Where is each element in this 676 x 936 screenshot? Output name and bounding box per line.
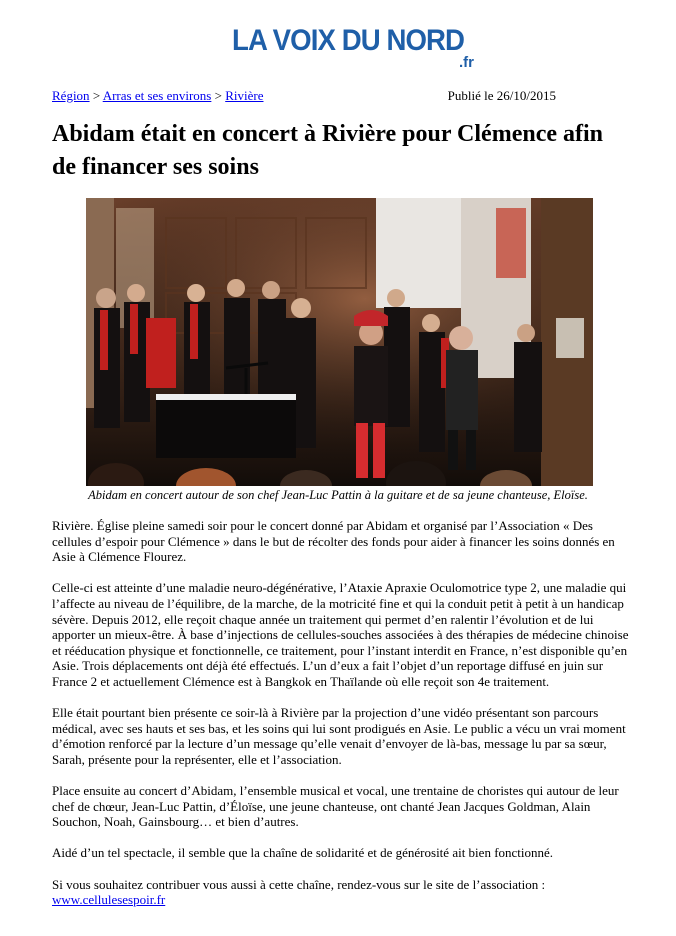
photo-caption: Abidam en concert autour de son chef Jean-Luc Pattin à la guitare et de sa jeune chanteuse, Eloïse. [88,488,588,502]
closing-text: Si vous souhaitez contribuer vous aussi à cette chaîne, rendez-vous sur le site de l’association : [52,876,546,892]
paragraph: Aidé d’un tel spectacle, il semble que la chaîne de solidarité et de générosité ait bien fonctionné. [52,845,554,861]
article-body [52,518,632,923]
paragraph: Rivière. Église pleine samedi soir pour le concert donné par Abidam et organisé par l’Association « Des cellules d’espoir pour Clémence » dans le but de récolter des fonds pour aider à financer les soins donnés en Asie à Clémence Flourez. [52,518,615,565]
publish-date: Publié le 26/10/2015 [447,88,556,103]
breadcrumb-separator: > [92,88,101,103]
breadcrumb-link-arras[interactable]: Arras et ses environs [102,88,212,103]
site-logo-extension: .fr [459,54,474,71]
concert-photo-illustration [86,198,593,486]
breadcrumb-link-region[interactable]: Région [52,88,90,103]
paragraph: Place ensuite au concert d’Abidam, l’ensemble musical et vocal, une trentaine de choristes qui autour de leur chef de chœur, Jean-Luc Pattin, d’Éloïse, une jeune chanteuse, ont chanté Jean Jacques Goldman, Alain Souchon, Noah, Gainsbourg… et bien d’autres. [52,783,619,830]
breadcrumb-separator: > [214,88,222,103]
article-headline: Abidam était en concert à Rivière pour Clémence afin de financer ses soins [52,121,604,180]
closing-paragraph [52,877,632,908]
paragraph: Elle était pourtant bien présente ce soir-là à Rivière par la projection d’une vidéo présentant son parcours médical, avec ses hauts et ses bas, et les soins qui lui sont prodigués en Asie. Le public a vécu un vrai moment d’émotion renforcé par la lecture d’un message qu’elle venait d’envoyer de là-bas, message lu par sa sœur, Sarah, présente pour la représenter, elle et l’association. [52,705,626,767]
breadcrumb [52,88,263,103]
article-photo [86,198,593,486]
site-logo[interactable]: LA VOIX DU NORD [232,24,465,57]
paragraph: Celle-ci est atteinte d’une maladie neuro-dégénérative, l’Ataxie Apraxie Oculomotrice type 2, une maladie qui l’affecte au niveau de l’équilibre, de la marche, de la motricité fine et qui la conduit petit à petit à un handicap sévère. Depuis 2012, elle reçoit chaque année un traitement qui permet d’en ralentir l’évolution et de lui apporter un mieux-être. À base d’injections de cellules-souches associées à des thérapies de médecine chinoise et rééducation physique et fonctionnelle, ce traitement, pour l’instant interdit en France, n’est disponible qu’en Asie. Trois déplacements ont déjà été effectués. L’un d’eux a fait l’objet d’un reportage diffusé en juin sur France 2 et actuellement Clémence est à Bangkok en Thaïlande où elle reçoit son 4e traitement. [52,580,629,689]
breadcrumb-link-riviere[interactable]: Rivière [225,88,264,103]
article-meta [52,88,556,104]
association-website-link[interactable]: www.cellulesespoir.fr [52,892,166,908]
